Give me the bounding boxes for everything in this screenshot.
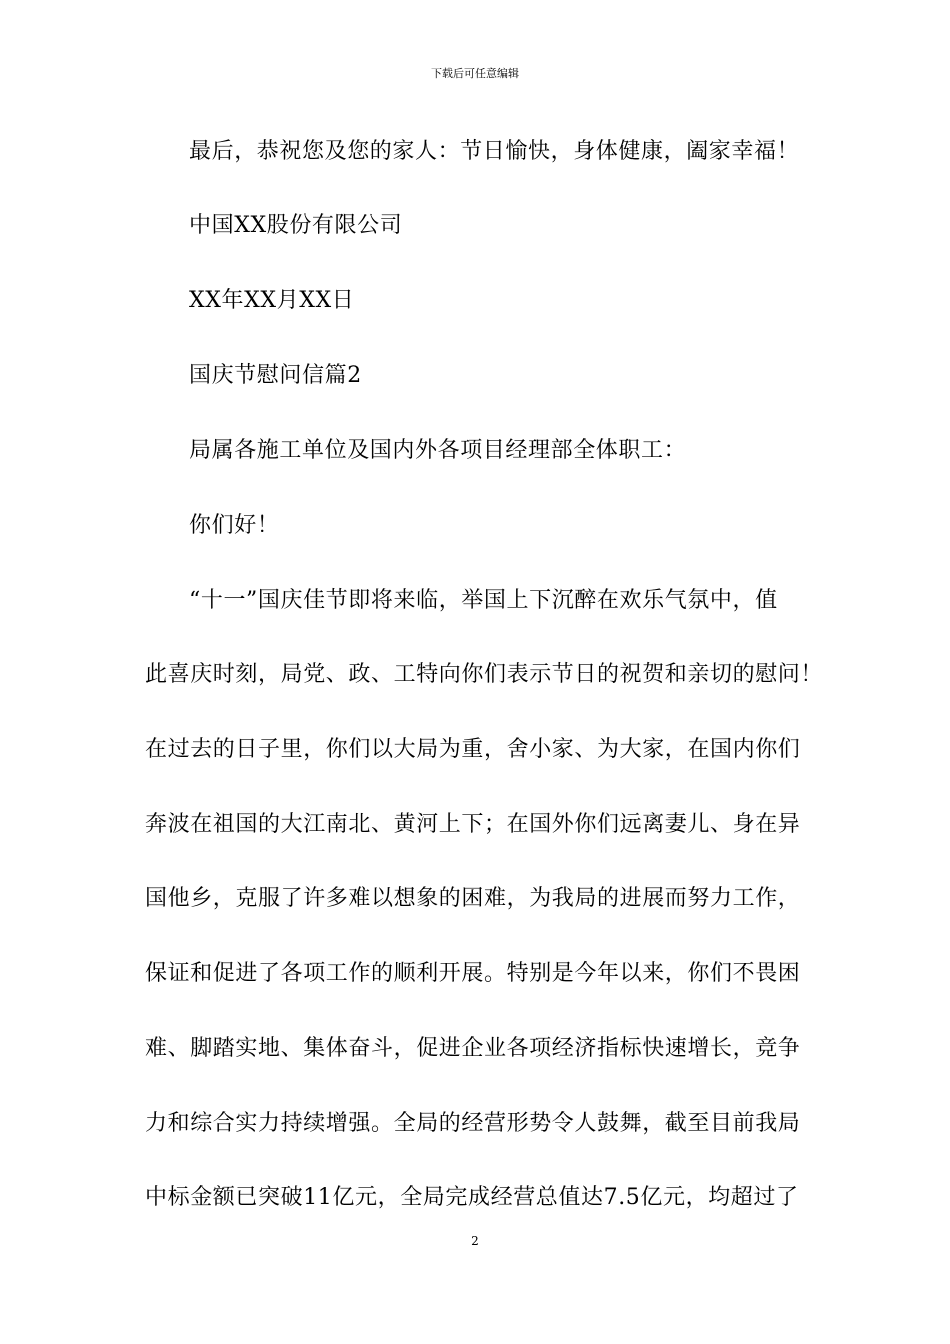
signature-date: XX年XX月XX日 [189,288,355,313]
section-title: 国庆节慰问信篇2 [189,363,362,388]
body-line-8: 力和综合实力持续增强。全局的经营形势令人鼓舞，截至目前我局 [145,1111,801,1136]
body-line-7: 难、脚踏实地、集体奋斗，促进企业各项经济指标快速增长，竞争 [145,1036,801,1061]
page-number: 2 [471,1234,479,1248]
body-line-1: “十一”国庆佳节即将来临，举国上下沉醉在欢乐气氛中，值 [189,588,778,613]
page-header: 下载后可任意编辑 [431,67,519,80]
body-line-4: 奔波在祖国的大江南北、黄河上下；在国外你们远离妻儿、身在异 [145,812,801,837]
salutation-recipients: 局属各施工单位及国内外各项目经理部全体职工： [189,438,687,463]
body-line-3: 在过去的日子里，你们以大局为重，舍小家、为大家，在国内你们 [145,737,801,762]
body-line-6: 保证和促进了各项工作的顺利开展。特别是今年以来，你们不畏困 [145,961,801,986]
body-line-2: 此喜庆时刻，局党、政、工特向你们表示节日的祝贺和亲切的慰问！ [145,662,824,687]
closing-wish: 最后，恭祝您及您的家人：节日愉快，身体健康，阖家幸福！ [189,139,800,164]
salutation-greeting: 你们好！ [189,513,280,538]
body-line-9: 中标金额已突破11亿元，全局完成经营总值达7.5亿元，均超过了 [145,1185,799,1210]
signature-company: 中国XX股份有限公司 [189,213,403,238]
body-line-5: 国他乡，克服了许多难以想象的困难，为我局的进展而努力工作， [145,886,801,911]
